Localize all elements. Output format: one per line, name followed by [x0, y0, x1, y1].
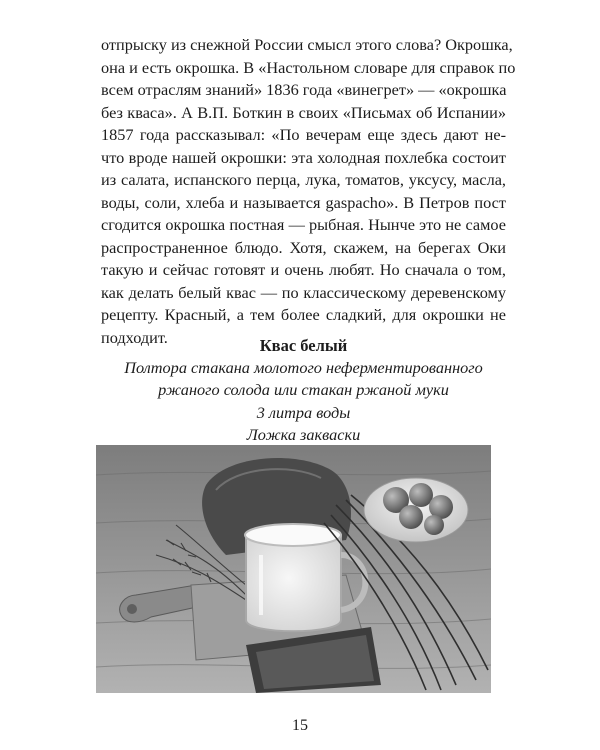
text-line: как делать белый квас — по классическому деревенскому: [101, 282, 506, 302]
text-line: она и есть окрошка. В «Настольном словаре для справок по: [101, 57, 516, 77]
text-line: подходит.: [101, 327, 168, 347]
text-line: 1857 года рассказывал: «По вечерам еще здесь дают не-: [101, 125, 506, 144]
recipe-title: Квас белый: [259, 336, 348, 355]
text-line: отпрыску из снежной России смысл этого слова? Окрошка,: [101, 35, 513, 54]
text-line: рецепту. Красный, а тем более сладкий, для окрошки не: [101, 305, 506, 324]
kvass-photo-illustration: [96, 445, 491, 693]
body-paragraph: [101, 34, 516, 349]
text-line: распространенное блюдо. Хотя, скажем, на берегах Оки: [101, 237, 506, 257]
tomato-bowl: [364, 478, 468, 542]
text-line: воды, соли, хлеба и называется gaspacho». В Петров пост: [101, 192, 506, 212]
ingredient-list: [101, 357, 506, 446]
ingredient-line: Полтора стакана молотого неферментированного: [124, 358, 483, 377]
text-line: без кваса». А В.П. Боткин в своих «Письмах об Испании»: [101, 102, 506, 122]
text-line: всем отраслям знаний» 1836 года «винегрет» — «окрошка: [101, 80, 507, 99]
kvass-photo: [96, 445, 491, 693]
text-line: из салата, испанского перца, лука, томатов, уксусу, масла,: [101, 170, 506, 189]
ingredient-line: ржаного солода или стакан ржаной муки: [158, 380, 449, 400]
ingredient-line: 3 литра воды: [256, 402, 351, 422]
text-line: сгодится окрошка постная — рыбная. Нынче это не самое: [101, 215, 506, 234]
text-line: такую и сейчас готовят и очень любят. Но сначала о том,: [101, 260, 506, 279]
text-line: что вроде нашей окрошки: эта холодная похлебка состоит: [101, 147, 506, 167]
page-number: 15: [292, 717, 308, 734]
ingredient-line: Ложка закваски: [246, 424, 361, 444]
